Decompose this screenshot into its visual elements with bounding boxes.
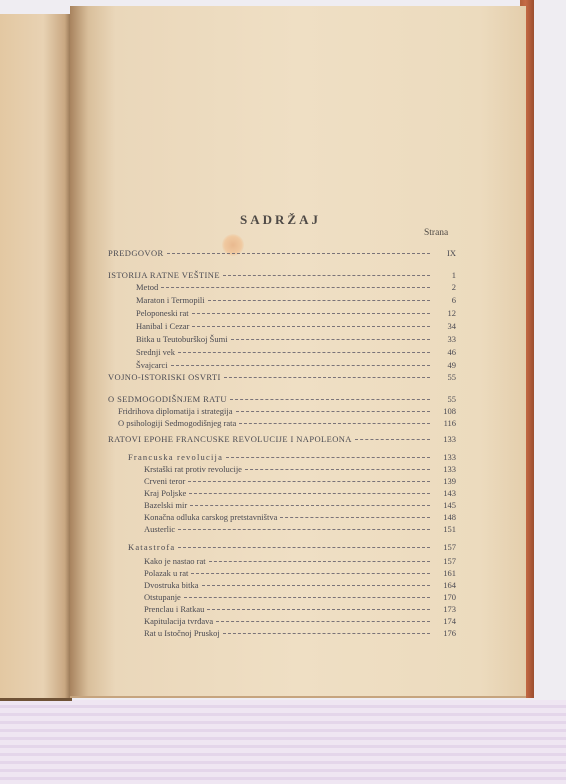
toc-entry-page: 157 — [443, 556, 456, 566]
toc-entry-label: Peloponeski rat — [136, 308, 189, 318]
toc-entry-label: Kako je nastao rat — [144, 556, 206, 566]
toc-entry-page: 12 — [447, 308, 456, 318]
toc-entry — [144, 626, 456, 638]
toc-entry — [136, 332, 456, 344]
leader — [188, 481, 430, 482]
toc-entry-page: 133 — [443, 464, 456, 474]
toc-entry-page: 2 — [451, 282, 456, 292]
toc-entry-label: Srednji vek — [136, 347, 175, 357]
leader — [216, 621, 430, 622]
toc-entry-label: Švajcarci — [136, 360, 168, 370]
toc-entry-label: Bazelski mir — [144, 500, 188, 510]
toc-entry — [128, 540, 456, 552]
toc-entry-label: Prenclau i Ratkau — [144, 604, 205, 614]
leader — [239, 423, 430, 424]
leader — [280, 517, 430, 518]
toc-entry-label: Crveni teror — [144, 476, 186, 486]
toc-entry-page: 174 — [443, 616, 456, 626]
toc-entry — [136, 319, 456, 331]
toc-entry — [144, 510, 456, 522]
leader — [178, 547, 430, 548]
leader — [192, 313, 430, 314]
toc-entry — [108, 246, 456, 258]
leader — [245, 469, 430, 470]
toc-entry-page: 176 — [443, 628, 456, 638]
leader — [191, 573, 430, 574]
toc-entry — [136, 345, 456, 357]
toc-entry-label: Austerlic — [144, 524, 176, 534]
toc-entry — [108, 392, 456, 404]
toc-entry — [144, 486, 456, 498]
toc-entry-page: 143 — [443, 488, 456, 498]
toc-entry — [108, 268, 456, 280]
leader — [355, 439, 430, 440]
toc-entry-page: 139 — [443, 476, 456, 486]
toc-entry-label: Kapitulacija tvrđava — [144, 616, 214, 626]
leader — [184, 597, 430, 598]
leader — [224, 377, 430, 378]
toc-entry-page: 173 — [443, 604, 456, 614]
leader — [209, 561, 430, 562]
toc-entry-label: O psihologiji Sedmogodišnjeg rata — [118, 418, 237, 428]
toc-entry-label: Dvostruka bitka — [144, 580, 199, 590]
toc-entry — [118, 404, 456, 416]
toc-entry-page: 6 — [451, 295, 456, 305]
toc-entry-page: 164 — [443, 580, 456, 590]
toc-entry-label: Hanibal i Cezar — [136, 321, 190, 331]
toc-entry-page: 46 — [447, 347, 456, 357]
toc-entry — [144, 498, 456, 510]
toc-entry-label: VOJNO-ISTORISKI OSVRTI — [108, 372, 221, 382]
leader — [208, 300, 430, 301]
leader — [189, 493, 430, 494]
toc-entry — [136, 306, 456, 318]
toc-entry-page: 55 — [447, 394, 456, 404]
toc-entry — [136, 293, 456, 305]
toc-entry-page: 33 — [447, 334, 456, 344]
toc-entry-label: Rat u Istočnoj Pruskoj — [144, 628, 220, 638]
toc-entry — [144, 602, 456, 614]
leader — [161, 287, 430, 288]
leader — [230, 399, 430, 400]
toc-entry-page: IX — [447, 248, 456, 258]
toc-entry-label: PREDGOVOR — [108, 248, 164, 258]
toc-entry-label: Otstupanje — [144, 592, 181, 602]
leader — [223, 275, 430, 276]
toc-entry-page: 34 — [447, 321, 456, 331]
toc-entry-label: O SEDMOGODIŠNJEM RATU — [108, 394, 227, 404]
toc-entry-page: 151 — [443, 524, 456, 534]
toc-entry-label: Polazak u rat — [144, 568, 189, 578]
toc-entry-label: Katastrofa — [128, 542, 176, 552]
toc-entry — [136, 358, 456, 370]
toc-entry — [144, 566, 456, 578]
leader — [226, 457, 430, 458]
toc-entry — [128, 450, 456, 462]
page-column-header: Strana — [424, 228, 449, 238]
toc-entry-label: Francuska revolucija — [128, 452, 224, 462]
toc-entry — [108, 370, 456, 382]
toc-entry-label: Fridrihova diplomatija i strategija — [118, 406, 233, 416]
toc-entry-label: Metod — [136, 282, 159, 292]
toc-entry — [144, 590, 456, 602]
toc-entry-page: 55 — [447, 372, 456, 382]
toc-entry — [118, 416, 456, 428]
toc-entry — [144, 554, 456, 566]
toc-entry-label: ISTORIJA RATNE VEŠTINE — [108, 270, 220, 280]
toc-entry-label: RATOVI EPOHE FRANCUSKE REVOLUCIJE I NAPOLEONA — [108, 434, 352, 444]
toc-entry-page: 148 — [443, 512, 456, 522]
leader — [178, 352, 430, 353]
leader — [231, 339, 430, 340]
toc-entry-label: Konačna odluka carskog pretstavništva — [144, 512, 278, 522]
leader — [167, 253, 430, 254]
leader — [171, 365, 430, 366]
toc-title: SADRŽAJ — [240, 212, 321, 227]
toc-entry-page: 170 — [443, 592, 456, 602]
toc-entry-page: 108 — [443, 406, 456, 416]
leader — [190, 505, 430, 506]
toc-entry-page: 49 — [447, 360, 456, 370]
toc-entry — [108, 432, 456, 444]
leader — [192, 326, 430, 327]
striped-surface — [0, 700, 566, 784]
toc-entry-label: Bitka u Teutoburškoj Šumi — [136, 334, 228, 344]
toc-entry — [144, 578, 456, 590]
toc-entry-page: 133 — [443, 452, 456, 462]
leader — [202, 585, 430, 586]
toc-entry — [136, 280, 456, 292]
leader — [223, 633, 430, 634]
toc-entry-page: 116 — [443, 418, 456, 428]
toc-entry — [144, 474, 456, 486]
toc-entry-page: 161 — [443, 568, 456, 578]
toc-entry-label: Maraton i Termopili — [136, 295, 205, 305]
toc-entry-page: 145 — [443, 500, 456, 510]
leader — [207, 609, 430, 610]
toc-entry-page: 133 — [443, 434, 456, 444]
left-page — [0, 14, 72, 701]
toc-entry-label: Krstaški rat protiv revolucije — [144, 464, 242, 474]
toc-entry — [144, 614, 456, 626]
toc-entry — [144, 522, 456, 534]
toc-entry-page: 157 — [443, 542, 456, 552]
leader — [236, 411, 431, 412]
toc-entry-page: 1 — [451, 270, 456, 280]
leader — [178, 529, 430, 530]
toc-entry-label: Kraj Poljske — [144, 488, 187, 498]
toc-entry — [144, 462, 456, 474]
